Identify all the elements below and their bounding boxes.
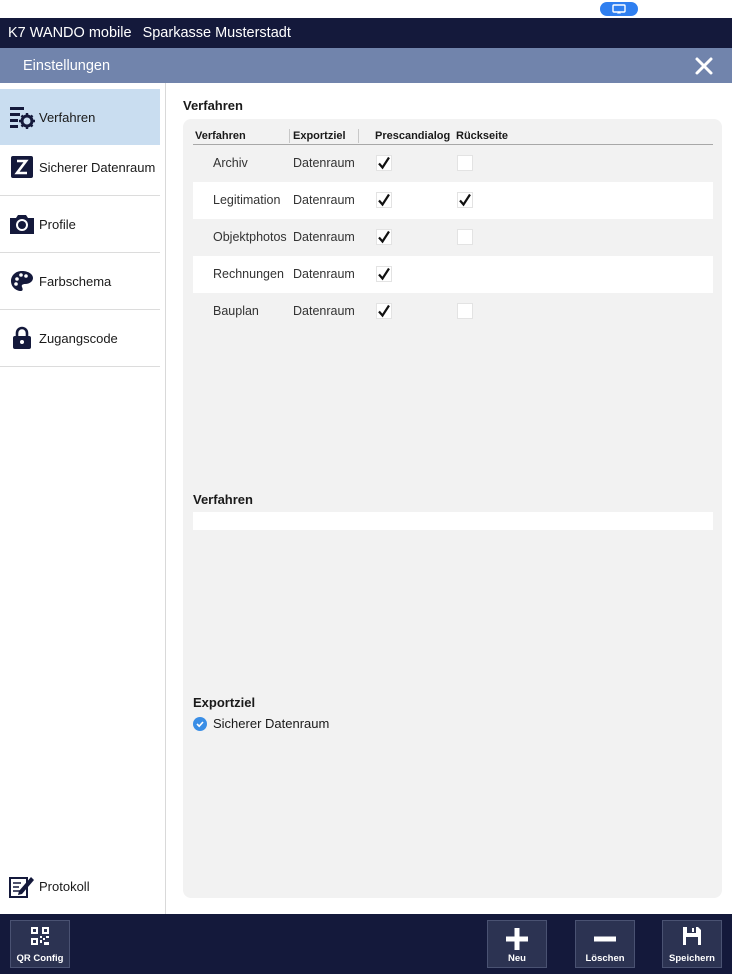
table-row[interactable]: [193, 293, 713, 330]
rueckseite-checkbox[interactable]: [457, 229, 473, 245]
secure-dataroom-icon: [9, 154, 35, 180]
sidebar-item-protokoll[interactable]: [0, 858, 160, 914]
export-option-sicherer-datenraum[interactable]: [193, 716, 329, 731]
procedures-table-header: [193, 128, 713, 145]
floppy-disk-icon: [682, 926, 702, 949]
export-option-label: Sicherer Datenraum: [213, 716, 330, 731]
column-divider: [289, 129, 290, 143]
palette-icon: [9, 268, 35, 294]
table-row[interactable]: [193, 182, 713, 219]
column-divider: [358, 129, 359, 143]
rueckseite-checkbox[interactable]: [457, 155, 473, 171]
export-target: Datenraum: [293, 193, 355, 207]
export-title: Exportziel: [193, 695, 256, 710]
edit-log-icon: [9, 873, 35, 899]
sidebar-item-sicherer-datenraum[interactable]: [0, 139, 160, 196]
bottom-toolbar: [0, 914, 732, 974]
column-header-rueckseite: Rückseite: [456, 130, 508, 142]
save-label: Speichern: [669, 953, 715, 964]
sidebar-item-label: Verfahren: [39, 109, 96, 125]
table-row[interactable]: [193, 145, 713, 182]
qr-code-icon: [30, 926, 50, 949]
delete-label: Löschen: [585, 953, 625, 964]
prescandialog-checkbox[interactable]: [376, 155, 392, 171]
settings-title: Einstellungen: [23, 57, 111, 74]
table-row[interactable]: [193, 219, 713, 256]
sidebar-item-farbschema[interactable]: [0, 253, 160, 310]
lock-icon: [9, 325, 35, 351]
settings-header: [0, 48, 732, 83]
qr-config-label: QR Config: [16, 953, 64, 964]
prescandialog-checkbox[interactable]: [376, 229, 392, 245]
rueckseite-checkbox[interactable]: [457, 303, 473, 319]
sidebar-item-label: Sicherer Datenraum: [39, 159, 156, 175]
prescandialog-checkbox[interactable]: [376, 303, 392, 319]
status-bar: [0, 0, 732, 18]
sidebar-item-verfahren[interactable]: [0, 89, 160, 145]
save-button[interactable]: [662, 920, 722, 968]
export-target: Datenraum: [293, 230, 355, 244]
delete-button[interactable]: [575, 920, 635, 968]
app-name: K7 WANDO mobile: [8, 25, 132, 41]
export-target: Datenraum: [293, 304, 355, 318]
procedure-name: Rechnungen: [213, 267, 284, 281]
procedure-name: Bauplan: [213, 304, 259, 318]
table-row[interactable]: [193, 256, 713, 293]
camera-icon: [9, 211, 35, 237]
selected-check-icon: [193, 717, 207, 731]
sidebar-item-profile[interactable]: [0, 196, 160, 253]
column-header-exportziel: Exportziel: [293, 130, 346, 142]
rueckseite-checkbox[interactable]: [457, 192, 473, 208]
prescandialog-checkbox[interactable]: [376, 266, 392, 282]
prescandialog-checkbox[interactable]: [376, 192, 392, 208]
detail-title: Verfahren: [193, 492, 253, 507]
procedure-name: Objektphotos: [213, 230, 287, 244]
detail-field[interactable]: [193, 512, 713, 530]
settings-sidebar: [0, 83, 166, 914]
sidebar-item-label: Farbschema: [39, 273, 112, 289]
close-icon[interactable]: [694, 56, 714, 76]
procedure-name: Archiv: [213, 156, 248, 170]
new-button[interactable]: [487, 920, 547, 968]
sidebar-item-label: Profile: [39, 216, 76, 232]
section-title: Verfahren: [183, 98, 243, 113]
qr-config-button[interactable]: [10, 920, 70, 968]
sidebar-item-label: Zugangscode: [39, 330, 118, 346]
column-header-prescandialog: Prescandialog: [375, 130, 451, 142]
column-header-verfahren: Verfahren: [195, 130, 246, 142]
export-target: Datenraum: [293, 267, 355, 281]
procedure-name: Legitimation: [213, 193, 281, 207]
app-title-bar: [0, 18, 732, 48]
minus-icon: [592, 926, 618, 955]
procedures-gear-icon: [9, 104, 35, 130]
export-target: Datenraum: [293, 156, 355, 170]
plus-icon: [504, 926, 530, 955]
sidebar-item-zugangscode[interactable]: [0, 310, 160, 367]
new-label: Neu: [508, 953, 526, 964]
bank-name: Sparkasse Musterstadt: [142, 25, 291, 41]
screen-mirroring-icon[interactable]: [600, 2, 638, 16]
sidebar-item-label: Protokoll: [39, 878, 90, 894]
